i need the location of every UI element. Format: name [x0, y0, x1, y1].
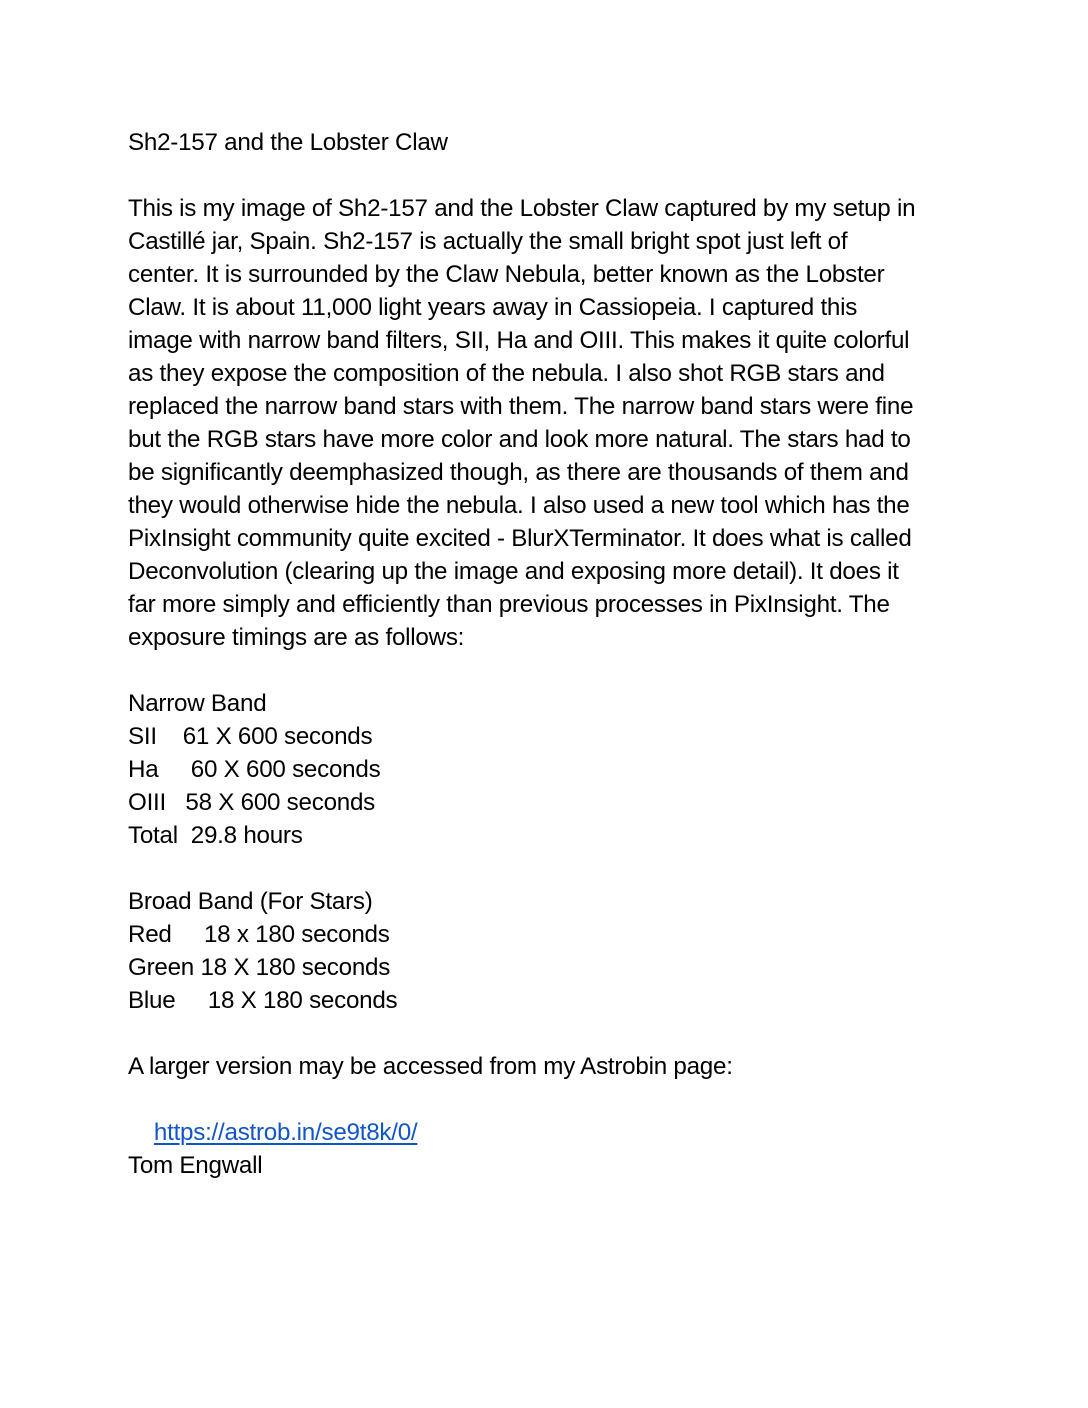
exposure-row-oiii: OIII 58 X 600 seconds [128, 789, 376, 816]
paragraph-line: Deconvolution (clearing up the image and exposing more detail). It does it [128, 558, 899, 585]
exposure-row-sii: SII 61 X 600 seconds [128, 723, 373, 750]
narrow-band-heading: Narrow Band [128, 690, 267, 717]
description-paragraph [128, 192, 968, 654]
document-title: Sh2-157 and the Lobster Claw [128, 129, 448, 156]
paragraph-line: exposure timings are as follows: [128, 624, 465, 651]
astrobin-note: A larger version may be accessed from my Astrobin page: [128, 1053, 733, 1080]
paragraph-line: image with narrow band filters, SII, Ha and OIII. This makes it quite colorful [128, 327, 910, 354]
narrow-band-section [128, 687, 968, 852]
paragraph-line: be significantly deemphasized though, as there are thousands of them and [128, 459, 909, 486]
paragraph-line: Castillé jar, Spain. Sh2-157 is actually the small bright spot just left of [128, 228, 848, 255]
spacer [128, 1017, 968, 1050]
paragraph-line: This is my image of Sh2-157 and the Lobster Claw captured by my setup in [128, 195, 916, 222]
paragraph-line: center. It is surrounded by the Claw Nebula, better known as the Lobster [128, 261, 885, 288]
paragraph-line: replaced the narrow band stars with them. The narrow band stars were fine [128, 393, 914, 420]
paragraph-line: Claw. It is about 11,000 light years away in Cassiopeia. I captured this [128, 294, 858, 321]
paragraph-line: but the RGB stars have more color and look more natural. The stars had to [128, 426, 911, 453]
exposure-row-total: Total 29.8 hours [128, 822, 303, 849]
signature: Tom Engwall [128, 1152, 263, 1179]
exposure-row-green: Green 18 X 180 seconds [128, 954, 391, 981]
paragraph-line: PixInsight community quite excited - BlurXTerminator. It does what is called [128, 525, 912, 552]
paragraph-line: they would otherwise hide the nebula. I also used a new tool which has the [128, 492, 910, 519]
spacer [128, 654, 968, 687]
exposure-row-ha: Ha 60 X 600 seconds [128, 756, 381, 783]
broad-band-section [128, 885, 968, 1017]
spacer [128, 159, 968, 192]
paragraph-line: far more simply and efficiently than previous processes in PixInsight. The [128, 591, 890, 618]
paragraph-line: as they expose the composition of the nebula. I also shot RGB stars and [128, 360, 885, 387]
spacer [128, 852, 968, 885]
broad-band-heading: Broad Band (For Stars) [128, 888, 373, 915]
document-page [128, 126, 968, 1182]
astrobin-link-row [128, 1083, 968, 1146]
astrobin-link[interactable]: https://astrob.in/se9t8k/0/ [153, 1119, 418, 1146]
exposure-row-blue: Blue 18 X 180 seconds [128, 987, 398, 1014]
exposure-row-red: Red 18 x 180 seconds [128, 921, 390, 948]
